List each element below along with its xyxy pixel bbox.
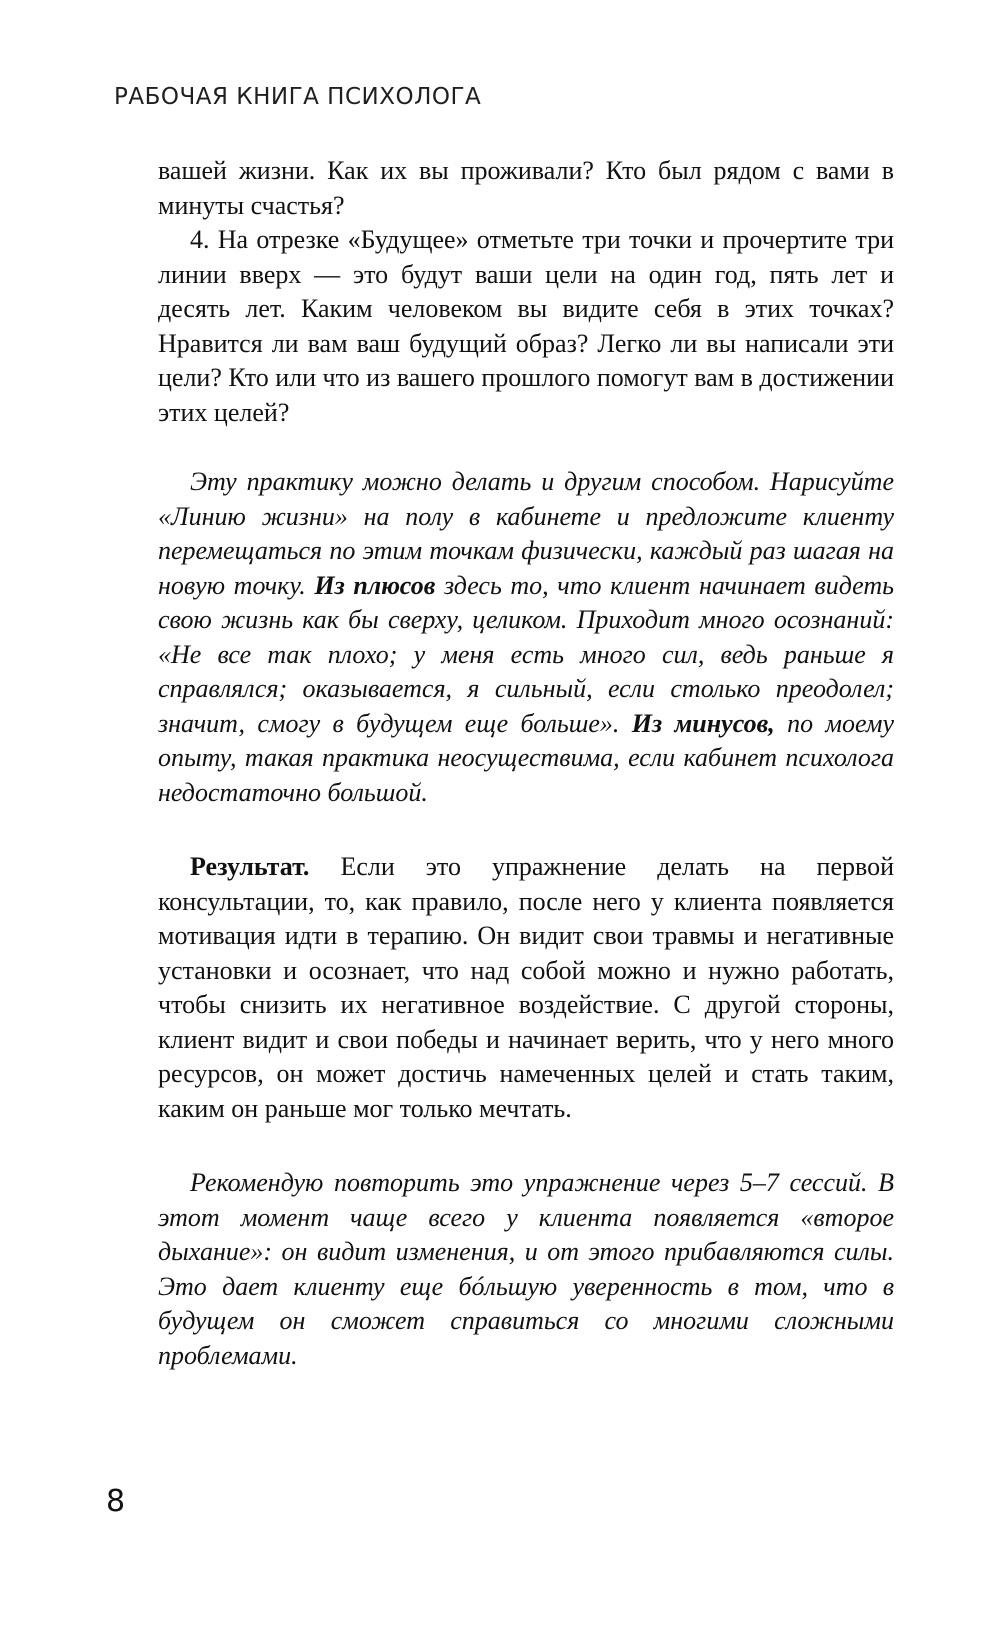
paragraph-step-4: 4. На отрезке «Будущее» отметьте три точки и прочертите три линии вверх — это будут ваши цели на один год, пять лет и десять лет. Каким человеком вы видите себя в этих точках? Нравится ли вам ваш будущий образ? Легко ли вы написали эти цели? Кто или что из вашего прошлого помогут вам в достижении этих целей? xyxy=(158,225,895,427)
paragraph-continuation: вашей жизни. Как их вы проживали? Кто был рядом с вами в минуты счастья? xyxy=(158,156,894,220)
page-content xyxy=(158,154,894,1373)
running-header: РАБОЧАЯ КНИГА ПСИХОЛОГА xyxy=(114,84,482,110)
paragraph-recommendation: Рекомендую повторить это упражнение через 5–7 сессий. В этот момент чаще всего у клиента появляется «второе дыхание»: он видит изменения, и от этого прибавляются силы. Это дает клиенту еще бóльшую уверенность в том, что в будущем он сможет справиться со многими сложными проблемами. xyxy=(158,1168,894,1370)
cons-label: Из минусов, xyxy=(631,708,775,738)
alt-method-text-1: Эту практику можно делать и другим способом. Нарисуйте «Линию жизни» на полу в кабинете и предложите клиенту перемещаться по этим точкам физически, каждый раз шагая на новую точку. xyxy=(158,467,894,600)
result-text: Если это упражнение делать на первой консультации, то, как правило, после него у клиента появляется мотивация идти в терапию. Он видит свои травмы и негативные установки и осознает, что над собой можно и нужно работать, чтобы снизить их негативное воздействие. С другой стороны, клиент видит и свои победы и начинает верить, что у него много ресурсов, он может достичь намеченных целей и стать таким, каким он раньше мог только мечтать. xyxy=(158,852,894,1123)
result-label: Результат. xyxy=(190,852,310,881)
pros-label: Из плюсов xyxy=(314,570,436,600)
alt-method-text-2: здесь то, что клиент начинает видеть свою жизнь как бы сверху, целиком. Приходит много осознаний: «Не все так плохо; у меня есть много сил, ведь раньше я справлялся; оказывается, я сильный, если столько преодолел; значит, смогу в будущем еще больше». xyxy=(158,570,894,738)
alt-method-text-3: по моему опыту, такая практика неосуществима, если кабинет психолога недостаточно большой. xyxy=(158,708,895,807)
paragraph-result xyxy=(158,850,894,1126)
paragraph-alternative-method xyxy=(158,465,894,810)
page-number: 8 xyxy=(106,1484,126,1519)
